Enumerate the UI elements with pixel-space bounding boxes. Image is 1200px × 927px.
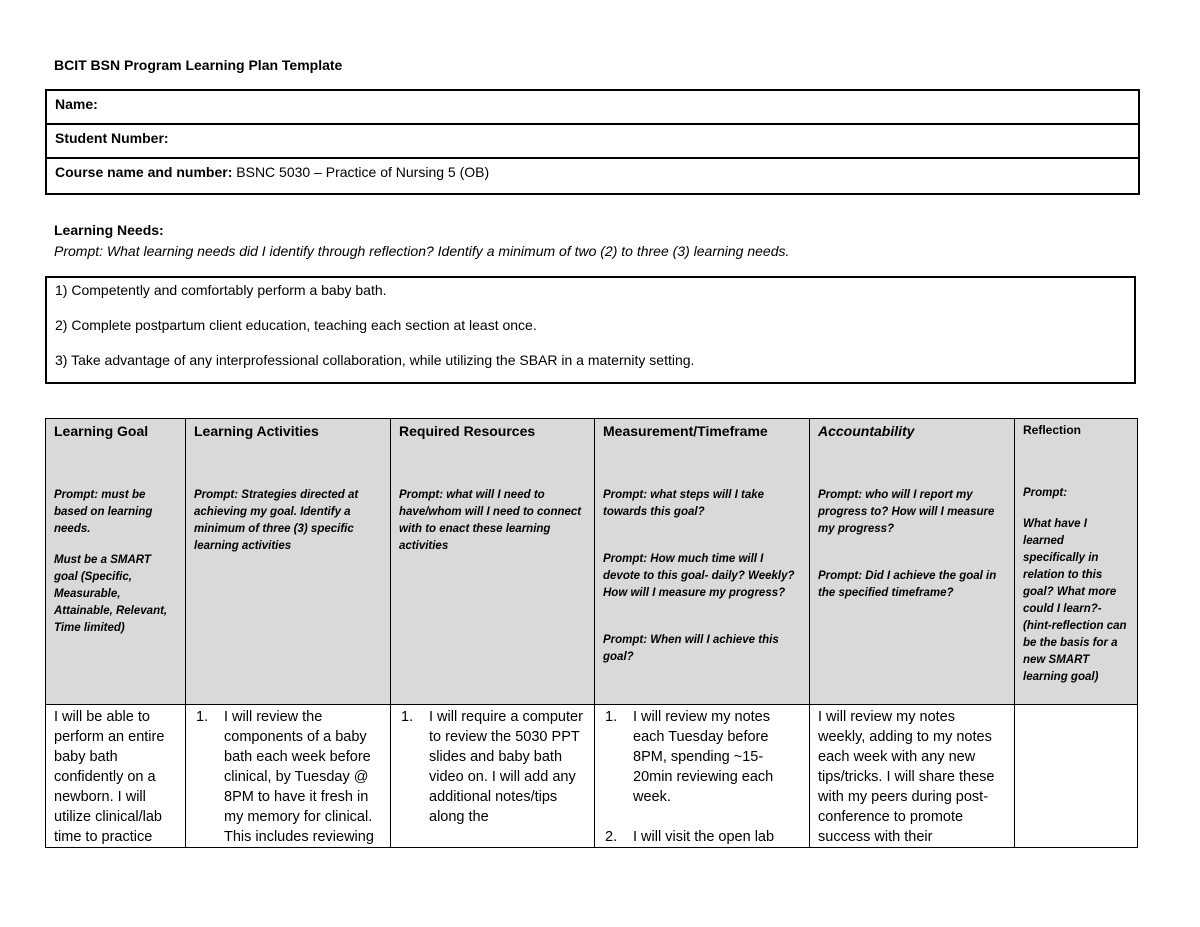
- need-number: 3): [55, 352, 68, 368]
- cell-accountability: [810, 705, 1015, 848]
- header-prompt: Prompt: must be based on learning needs.: [54, 489, 153, 535]
- name-row: [47, 91, 1138, 125]
- header-prompt: Prompt: How much time will I devote to this goal- daily? Weekly? How will I measure my progress?: [603, 553, 795, 599]
- header-label: Accountability: [818, 423, 915, 439]
- header-label: Learning Goal: [54, 423, 149, 439]
- header-prompt: Prompt: what steps will I take towards this goal?: [603, 489, 765, 518]
- list-number: 2.: [605, 829, 618, 845]
- header-prompt: Prompt: When will I achieve this goal?: [603, 634, 779, 663]
- learning-need-item: [55, 351, 1134, 386]
- course-label: Course name and number:: [55, 164, 233, 180]
- course-value: BSNC 5030 – Practice of Nursing 5 (OB): [232, 164, 490, 180]
- list-item: [194, 707, 382, 845]
- list-text: I will review my notes each Tuesday before 8PM, spending ~15-20min reviewing each week.: [633, 709, 774, 805]
- need-text: Take advantage of any interprofessional collaboration, while utilizing the SBAR in a maternity setting.: [67, 352, 695, 368]
- header-prompt: Prompt: Did I achieve the goal in the specified timeframe?: [818, 570, 997, 599]
- table-row: [46, 705, 1138, 848]
- need-number: 1): [55, 282, 68, 298]
- header-label: Measurement/Timeframe: [603, 423, 768, 439]
- learning-needs-heading: Learning Needs:: [54, 222, 164, 238]
- measurement-list: [603, 707, 801, 845]
- accountability-text: I will review my notes weekly, adding to my notes each week with any new tips/tricks. I will share these with my peers during post-conference to promote success with their: [818, 709, 995, 845]
- list-item: [399, 707, 586, 827]
- header-learning-goal: [46, 419, 186, 705]
- header-prompt: What have I learned specifically in relation to this goal? What more could I learn?- (hint-reflection can be the basis for a new SMART learning goal): [1023, 518, 1127, 683]
- name-label: Name:: [55, 96, 98, 112]
- cell-reflection: [1015, 705, 1138, 848]
- need-text: Complete postpartum client education, teaching each section at least once.: [67, 317, 537, 333]
- document-title: BCIT BSN Program Learning Plan Template: [54, 57, 343, 73]
- header-label: Reflection: [1023, 423, 1082, 437]
- header-reflection: [1015, 419, 1138, 705]
- header-label: Required Resources: [399, 423, 536, 439]
- header-label: Learning Activities: [194, 423, 319, 439]
- header-prompt: Prompt:: [1023, 487, 1068, 499]
- header-prompt: Prompt: Strategies directed at achieving my goal. Identify a minimum of three (3) specific learning activities: [194, 489, 359, 552]
- learning-plan-table: [45, 418, 1138, 848]
- list-number: 1.: [196, 709, 209, 725]
- course-row: [47, 159, 1138, 193]
- header-prompt: Prompt: what will I need to have/whom will I need to connect with to enact these learning activities: [399, 489, 582, 552]
- header-prompt: Prompt: who will I report my progress to? How will I measure my progress?: [818, 489, 995, 535]
- header-required-resources: [391, 419, 595, 705]
- list-text: I will review the components of a baby bath each week before clinical, by Tuesday @ 8PM to have it fresh in my memory for clinical. This includes reviewing: [224, 709, 374, 845]
- cell-learning-goal: [46, 705, 186, 848]
- header-measurement-timeframe: [595, 419, 810, 705]
- learning-needs-box: [45, 276, 1136, 384]
- list-item: [603, 827, 801, 845]
- header-learning-activities: [186, 419, 391, 705]
- list-text: I will visit the open lab: [633, 829, 775, 845]
- list-number: 1.: [401, 709, 414, 725]
- student-number-label: Student Number:: [55, 130, 169, 146]
- list-item: [603, 707, 801, 807]
- table-header-row: [46, 419, 1138, 705]
- cell-required-resources: [391, 705, 595, 848]
- need-number: 2): [55, 317, 68, 333]
- cell-learning-activities: [186, 705, 391, 848]
- student-number-row: [47, 125, 1138, 159]
- resources-list: [399, 707, 586, 827]
- cell-measurement-timeframe: [595, 705, 810, 848]
- reflection-text: [1023, 705, 1129, 845]
- list-text: I will require a computer to review the 5030 PPT slides and baby bath video on. I will add any additional notes/tips along the: [429, 709, 583, 825]
- list-number: 1.: [605, 709, 618, 725]
- goal-text: I will be able to perform an entire baby bath confidently on a newborn. I will utilize clinical/lab time to practice: [54, 709, 165, 845]
- learning-need-item: [55, 281, 1134, 316]
- header-accountability: [810, 419, 1015, 705]
- student-info-box: [45, 89, 1140, 195]
- header-prompt: Must be a SMART goal (Specific, Measurable, Attainable, Relevant, Time limited): [54, 554, 168, 634]
- need-text: Competently and comfortably perform a baby bath.: [67, 282, 387, 298]
- learning-needs-prompt: Prompt: What learning needs did I identify through reflection? Identify a minimum of two (2) to three (3) learning needs.: [54, 243, 790, 259]
- learning-need-item: [55, 316, 1134, 351]
- activities-list: [194, 707, 382, 845]
